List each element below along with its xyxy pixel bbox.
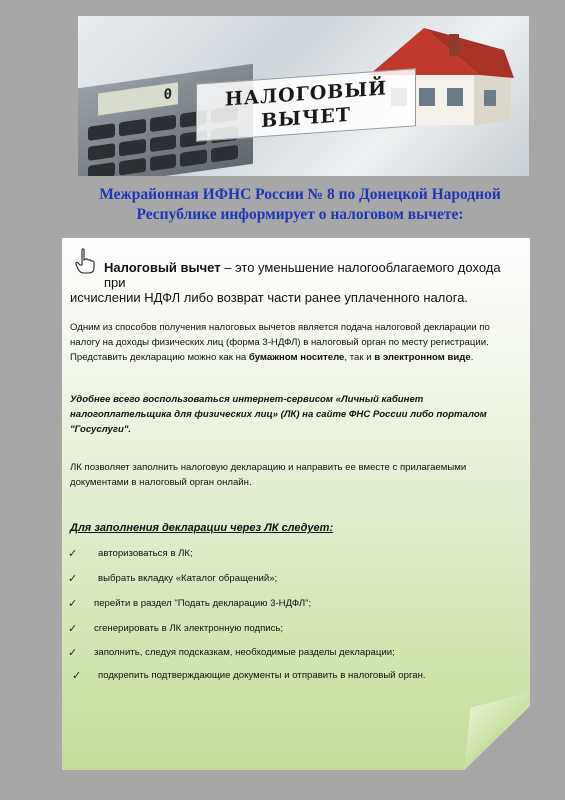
intro-definition-a: – это уменьшение налогооблагаемого дохода при xyxy=(104,260,501,290)
note-card xyxy=(62,238,530,770)
paragraph-online-service: Удобнее всего воспользоваться интернет-сервисом «Личный кабинет налогоплательщика для физических лиц» (ЛК) на сайте ФНС России либо порталом "Госуслуги". xyxy=(70,394,487,435)
checkmark-icon: ✓ xyxy=(68,572,78,585)
checkmark-icon: ✓ xyxy=(68,547,78,560)
list-item-text: заполнить, следуя подсказкам, необходимые разделы декларации; xyxy=(94,647,395,658)
paragraph2-text-b: , так и xyxy=(344,352,375,363)
banner-title-line1: НАЛОГОВЫЙ xyxy=(224,77,388,111)
checkmark-icon: ✓ xyxy=(68,597,78,610)
heading-line1: Межрайонная ИФНС России № 8 по Донецкой Народной xyxy=(99,186,501,203)
intro-line2: исчислении НДФЛ либо возврат части ранее уплаченного налога. xyxy=(70,290,469,305)
checkmark-icon: ✓ xyxy=(68,646,78,659)
list-item xyxy=(68,547,508,560)
calculator-display: 0 xyxy=(98,82,178,115)
banner-title-line2: ВЫЧЕТ xyxy=(261,103,351,133)
list-item-text: сгенерировать в ЛК электронную подпись; xyxy=(94,623,284,634)
list-item-text: выбрать вкладку «Каталог обращений»; xyxy=(98,573,278,584)
intro-term: Налоговый вычет xyxy=(104,260,221,275)
pointing-hand-icon xyxy=(74,248,96,274)
list-item xyxy=(68,597,508,610)
banner-image xyxy=(78,16,529,176)
list-item-text: авторизоваться в ЛК; xyxy=(98,548,193,559)
paragraph2-bold-paper: бумажном носителе xyxy=(248,352,345,363)
list-item xyxy=(68,646,508,659)
list-item-text: подкрепить подтверждающие документы и отправить в налоговый орган. xyxy=(98,670,426,681)
intro-line1 xyxy=(104,260,524,290)
checkmark-icon: ✓ xyxy=(68,622,78,635)
paragraph2-text-c: . xyxy=(470,352,474,363)
paragraph2-text-a: Одним из способов получения налоговых вычетов является подача налоговой декларации по налогу на доходы физических лиц (форма 3-НДФЛ) в налоговый орган по месту регистрации. Представить декларацию можно как на xyxy=(70,322,490,363)
list-item xyxy=(72,669,512,682)
paragraph2-bold-electronic: в электронном виде xyxy=(374,352,471,363)
list-item-text: перейти в раздел "Подать декларацию 3-НДФЛ"; xyxy=(94,598,312,609)
list-item xyxy=(68,622,508,635)
page-heading xyxy=(60,185,540,225)
list-item xyxy=(68,572,508,585)
steps-title-wrap xyxy=(70,521,520,536)
steps-title: Для заполнения декларации через ЛК следует: xyxy=(70,522,334,534)
paragraph-declaration xyxy=(70,320,520,365)
paragraph-lk: ЛК позволяет заполнить налоговую декларацию и направить ее вместе с прилагаемыми документами в налоговый орган онлайн. xyxy=(70,462,467,488)
heading-line2: Республике информирует о налоговом вычете: xyxy=(136,206,464,223)
checkmark-icon: ✓ xyxy=(72,669,82,682)
